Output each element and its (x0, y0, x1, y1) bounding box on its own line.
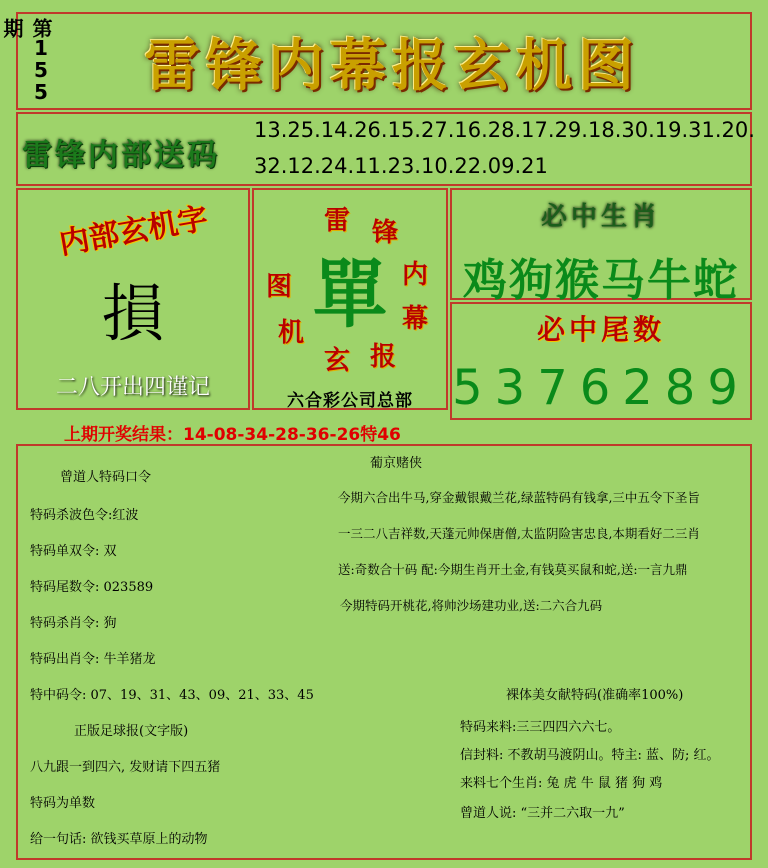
mystery-clue: 二八开出四谨记 (55, 375, 210, 400)
ring-char: 锋 (372, 218, 399, 248)
right-line: 信封料: 不教胡马渡阴山。特主: 蓝、防; 红。 (460, 748, 720, 763)
left-subheading: 正版足球报(文字版) (74, 724, 189, 739)
left-line: 八九跟一到四六, 发财请下四五猪 (30, 760, 221, 775)
page-title: 雷锋内幕报玄机图 (144, 33, 640, 99)
left-heading: 曾道人特码口令 (60, 470, 152, 485)
right-line: 曾道人说: “三并二六取一九” (460, 806, 625, 821)
center-main-char: 單 (313, 252, 387, 338)
left-line: 特码杀波色令:红波 (30, 508, 139, 523)
ring-char: 雷 (324, 206, 351, 236)
numbers-label: 雷锋内部送码 (22, 138, 220, 173)
last-result: 上期开奖结果：14-08-34-28-36-26特46 (64, 425, 401, 445)
tail-label: 必中尾数 (536, 313, 665, 346)
ring-char: 图 (266, 272, 293, 302)
left-line: 给一句话: 欲钱买草原上的动物 (30, 832, 208, 847)
right-line: 特码来料:三三四四六六七。 (460, 720, 621, 735)
ring-char: 报 (370, 342, 397, 372)
right-line: 送:奇数合十码 配:今期生肖开土金,有钱莫买鼠和蛇,送:一言九鼎 (338, 562, 688, 577)
numbers-line-2: 32.12.24.11.23.10.22.09.21 (254, 154, 548, 178)
left-line: 特码尾数令: 023589 (30, 580, 154, 595)
left-line: 特码单双令: 双 (30, 544, 117, 559)
zodiac-animals: 鸡狗猴马牛蛇 (463, 255, 739, 306)
ring-char: 内 (402, 260, 429, 290)
zodiac-label: 必中生肖 (540, 202, 661, 232)
right-heading: 葡京赌侠 (370, 456, 423, 471)
ring-char: 玄 (324, 346, 351, 376)
right-line: 今期特码开桃花,将帅沙场建功业,送:二六合九码 (340, 598, 603, 613)
ring-char: 机 (278, 318, 305, 348)
left-line: 特码为单数 (30, 796, 96, 811)
left-line: 特码出肖令: 牛羊猪龙 (30, 652, 156, 667)
center-footer: 六合彩公司总部 (287, 391, 413, 411)
right-line: 今期六合出牛马,穿金戴银戴兰花,绿蓝特码有钱拿,三中五令下圣旨 (338, 490, 700, 505)
mystery-label: 内部玄机字 (56, 201, 211, 262)
issue-label: 第155期 (0, 18, 53, 102)
numbers-line-1: 13.25.14.26.15.27.16.28.17.29.18.30.19.31.20. (254, 118, 755, 142)
right-line: 来料七个生肖: 兔 虎 牛 鼠 猪 狗 鸡 (460, 776, 663, 791)
right-subheading: 裸体美女献特码(准确率100%) (506, 688, 684, 703)
left-line: 特中码令: 07、19、31、43、09、21、33、45 (30, 688, 314, 703)
right-line: 一三二八吉祥数,天蓬元帅保唐僧,太监阴险害忠良,本期看好二三肖 (338, 526, 700, 541)
ring-char: 幕 (402, 304, 429, 334)
left-line: 特码杀肖令: 狗 (30, 616, 117, 631)
tail-digits: 5376289 (452, 360, 750, 416)
mystery-char: 損 (101, 277, 164, 350)
